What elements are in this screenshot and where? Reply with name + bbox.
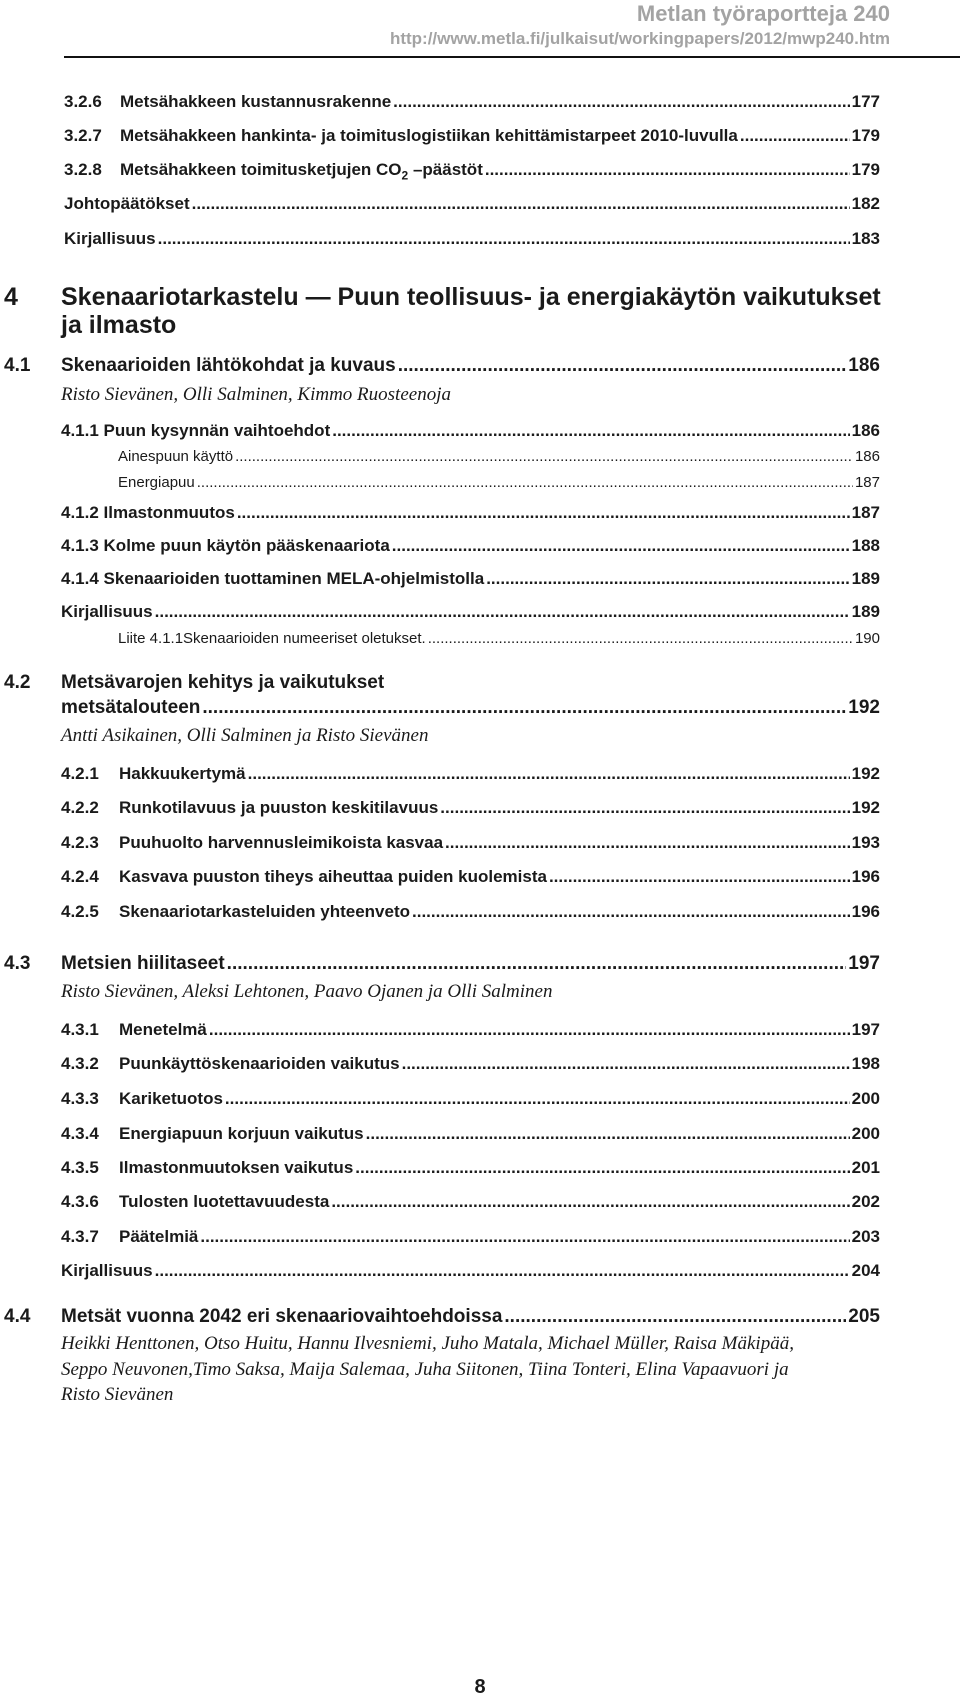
toc-title: Menetelmä <box>119 1020 207 1039</box>
toc-leader <box>549 867 850 887</box>
toc-leader <box>392 536 850 556</box>
toc-entry-4-2-2[interactable] <box>61 798 880 818</box>
toc-title: Johtopäätökset <box>64 194 190 213</box>
toc-title: Kirjallisuus <box>61 602 153 621</box>
toc-title: Metsien hiilitaseet <box>61 953 225 974</box>
toc-entry-4-3-7[interactable] <box>61 1227 880 1247</box>
toc-entry-4-2-5[interactable] <box>61 902 880 922</box>
toc-leader <box>393 92 849 112</box>
toc-page: 193 <box>851 833 880 852</box>
toc-leader <box>209 1020 850 1040</box>
toc-title: Hakkuukertymä <box>119 764 246 783</box>
toc-leader <box>740 126 850 146</box>
toc-page: 189 <box>851 602 880 621</box>
toc-page: 179 <box>851 126 880 145</box>
toc-entry-ainespuu[interactable] <box>118 448 880 465</box>
toc-page: 186 <box>848 355 880 376</box>
toc-leader <box>227 953 847 975</box>
toc-entry-4-3[interactable] <box>4 953 880 975</box>
toc-title: Metsävarojen kehitys ja vaikutukset <box>61 672 385 693</box>
toc-number: 4.2.4 <box>61 867 99 886</box>
toc-leader <box>445 833 850 853</box>
toc-page: 177 <box>851 92 880 111</box>
toc-number: 4.3.3 <box>61 1089 99 1108</box>
toc-title: Skenaarioiden lähtökohdat ja kuvaus <box>61 355 396 376</box>
toc-entry-4-4[interactable] <box>4 1306 880 1328</box>
toc-entry-4-1-3[interactable] <box>61 536 880 556</box>
toc-page: 204 <box>851 1261 880 1280</box>
toc-leader <box>248 764 850 784</box>
toc-title: Metsät vuonna 2042 eri skenaariovaihtoehdoissa <box>61 1306 503 1327</box>
toc-page: 189 <box>851 569 880 588</box>
section-authors: Antti Asikainen, Olli Salminen ja Risto Sievänen <box>61 725 429 746</box>
toc-entry-4-3-2[interactable] <box>61 1054 880 1074</box>
header-rule <box>64 56 960 58</box>
toc-number: 4.3.5 <box>61 1158 99 1177</box>
toc-title: Metsähakkeen kustannusrakenne <box>120 92 392 111</box>
toc-number: 4.3.1 <box>61 1020 99 1039</box>
toc-entry-3-2-6[interactable] <box>64 92 880 112</box>
toc-number: 4.3.4 <box>61 1124 99 1143</box>
toc-leader <box>366 1124 850 1144</box>
toc-page: 203 <box>851 1227 880 1246</box>
toc-title: Ilmastonmuutoksen vaikutus <box>119 1158 354 1177</box>
toc-leader <box>155 1261 850 1281</box>
toc-title: Runkotilavuus ja puuston keskitilavuus <box>119 798 439 817</box>
toc-leader <box>225 1089 850 1109</box>
toc-entry-4-3-3[interactable] <box>61 1089 880 1109</box>
toc-page: 192 <box>851 764 880 783</box>
toc-page: 192 <box>851 798 880 817</box>
toc-page: 198 <box>851 1054 880 1073</box>
toc-title: metsätalouteen <box>61 697 201 718</box>
series-title: Metlan työraportteja 240 <box>636 1 890 26</box>
toc-leader <box>486 569 849 589</box>
toc-page: 179 <box>851 160 880 179</box>
toc-page: 182 <box>851 194 880 213</box>
toc-leader <box>331 1192 849 1212</box>
toc-leader <box>412 902 850 922</box>
toc-entry-4-2-4[interactable] <box>61 867 880 887</box>
toc-entry-4-1-1[interactable] <box>61 421 880 441</box>
toc-number: 4.2.1 <box>61 764 99 783</box>
toc-leader <box>332 421 849 441</box>
toc-page: 188 <box>851 536 880 555</box>
toc-number: 4.3 <box>4 953 31 974</box>
toc-title: Päätelmiä <box>119 1227 199 1246</box>
toc-page: 186 <box>851 421 880 440</box>
toc-number: 4.2.3 <box>61 833 99 852</box>
toc-leader <box>485 160 850 180</box>
page-number: 8 <box>474 1676 486 1698</box>
toc-number: 4.2.2 <box>61 798 99 817</box>
section-authors: Risto Sievänen, Aleksi Lehtonen, Paavo Ojanen ja Olli Salminen <box>61 981 553 1002</box>
toc-entry-4-3-4[interactable] <box>61 1124 880 1144</box>
toc-title: Kirjallisuus <box>64 229 156 248</box>
toc-leader <box>355 1158 849 1178</box>
toc-page: 190 <box>854 630 880 647</box>
toc-page: 196 <box>851 867 880 886</box>
toc-entry-4-1-2[interactable] <box>61 503 880 523</box>
toc-title: Skenaariotarkasteluiden yhteenveto <box>119 902 411 921</box>
section-authors-line3: Risto Sievänen <box>61 1384 174 1405</box>
toc-entry-4-1[interactable] <box>4 355 880 377</box>
toc-page: 202 <box>851 1192 880 1211</box>
toc-title: 4.1.3 Kolme puun käytön pääskenaariota <box>61 536 390 555</box>
toc-page: 187 <box>854 474 880 491</box>
toc-entry-4-3-1[interactable] <box>61 1020 880 1040</box>
chapter-number: 4 <box>4 283 18 311</box>
toc-entry-4-2-line1[interactable] <box>4 672 880 694</box>
toc-entry-4-2-3[interactable] <box>61 833 880 853</box>
toc-page: 197 <box>848 953 880 974</box>
toc-entry-kirjallisuus-4-1[interactable] <box>61 602 880 622</box>
toc-page: 196 <box>851 902 880 921</box>
chapter-title-line1[interactable]: Skenaariotarkastelu — Puun teollisuus- ja energiakäytön vaikutukset <box>61 283 881 311</box>
toc-leader <box>235 448 853 465</box>
toc-leader <box>398 355 847 377</box>
section-authors-line1: Heikki Henttonen, Otso Huitu, Hannu Ilvesniemi, Juho Matala, Michael Müller, Raisa Mäkipää, <box>61 1333 794 1354</box>
toc-page: 197 <box>851 1020 880 1039</box>
toc-title: Kirjallisuus <box>61 1261 153 1280</box>
toc-entry-kirjallisuus-3[interactable] <box>64 229 880 249</box>
toc-entry-4-2-line2[interactable] <box>61 697 880 719</box>
toc-title: Tulosten luotettavuudesta <box>119 1192 330 1211</box>
toc-title: 4.1.1 Puun kysynnän vaihtoehdot <box>61 421 331 440</box>
toc-entry-3-2-7[interactable] <box>64 126 880 146</box>
toc-leader <box>202 697 846 719</box>
toc-number: 4.2 <box>4 672 31 693</box>
toc-entry-4-3-5[interactable] <box>61 1158 880 1178</box>
toc-title: 4.1.4 Skenaarioiden tuottaminen MELA-ohjelmistolla <box>61 569 485 588</box>
toc-number: 4.3.7 <box>61 1227 99 1246</box>
toc-page: 187 <box>851 503 880 522</box>
toc-leader <box>237 503 850 523</box>
toc-page: 192 <box>848 697 880 718</box>
toc-entry-4-3-6[interactable] <box>61 1192 880 1212</box>
toc-page: 200 <box>851 1124 880 1143</box>
toc-title: 4.1.2 Ilmastonmuutos <box>61 503 235 522</box>
toc-number: 4.3.2 <box>61 1054 99 1073</box>
toc-page: 183 <box>851 229 880 248</box>
toc-number: 4.1 <box>4 355 31 376</box>
toc-leader <box>192 194 850 214</box>
toc-title: Ainespuun käyttö <box>118 448 234 465</box>
toc-leader <box>197 474 853 491</box>
toc-page: 205 <box>848 1306 880 1327</box>
toc-leader <box>440 798 849 818</box>
page-header <box>390 0 890 50</box>
toc-number: 4.4 <box>4 1306 31 1327</box>
toc-leader <box>402 1054 850 1074</box>
toc-entry-4-2-1[interactable] <box>61 764 880 784</box>
toc-title: Metsähakkeen toimitusketjujen $CO_2$ –päästöt <box>120 160 483 183</box>
toc-title: Liite 4.1.1Skenaarioiden numeeriset oletukset. <box>118 630 426 647</box>
toc-title: Kariketuotos <box>119 1089 223 1108</box>
chapter-title-line2[interactable]: ja ilmasto <box>61 311 177 339</box>
toc-title: Kasvava puuston tiheys aiheuttaa puiden kuolemista <box>119 867 547 886</box>
toc-title: Puuhuolto harvennusleimikoista kasvaa <box>119 833 444 852</box>
toc-number: 3.2.6 <box>64 92 102 111</box>
toc-title: Energiapuu <box>118 474 195 491</box>
toc-number: 4.3.6 <box>61 1192 99 1211</box>
toc-leader <box>155 602 850 622</box>
toc-entry-kirjallisuus-4-3[interactable] <box>61 1261 880 1281</box>
toc-entry-johtopaatokset[interactable] <box>64 194 880 214</box>
toc-title: Energiapuun korjuun vaikutus <box>119 1124 364 1143</box>
section-authors: Risto Sievänen, Olli Salminen, Kimmo Ruosteenoja <box>61 384 451 405</box>
toc-number: 4.2.5 <box>61 902 99 921</box>
toc-entry-energiapuu[interactable] <box>118 474 880 491</box>
toc-page: 200 <box>851 1089 880 1108</box>
toc-number: 3.2.7 <box>64 126 102 145</box>
toc-leader <box>158 229 850 249</box>
toc-page: 186 <box>854 448 880 465</box>
toc-leader <box>428 630 853 647</box>
toc-title: Puunkäyttöskenaarioiden vaikutus <box>119 1054 400 1073</box>
section-authors-line2: Seppo Neuvonen,Timo Saksa, Maija Salemaa, Juha Siitonen, Tiina Tonteri, Elina Vapaavuori ja <box>61 1359 789 1380</box>
toc-leader <box>200 1227 849 1247</box>
toc-title: Metsähakkeen hankinta- ja toimituslogistiikan kehittämistarpeet 2010-luvulla <box>120 126 738 145</box>
toc-entry-3-2-8[interactable] <box>64 160 880 182</box>
toc-entry-4-1-4[interactable] <box>61 569 880 589</box>
series-url[interactable]: http://www.metla.fi/julkaisut/workingpapers/2012/mwp240.htm <box>389 29 890 48</box>
toc-number: 3.2.8 <box>64 160 102 179</box>
toc-entry-liite-4-1-1[interactable] <box>118 630 880 647</box>
toc-page: 201 <box>851 1158 880 1177</box>
toc-leader <box>504 1306 846 1328</box>
